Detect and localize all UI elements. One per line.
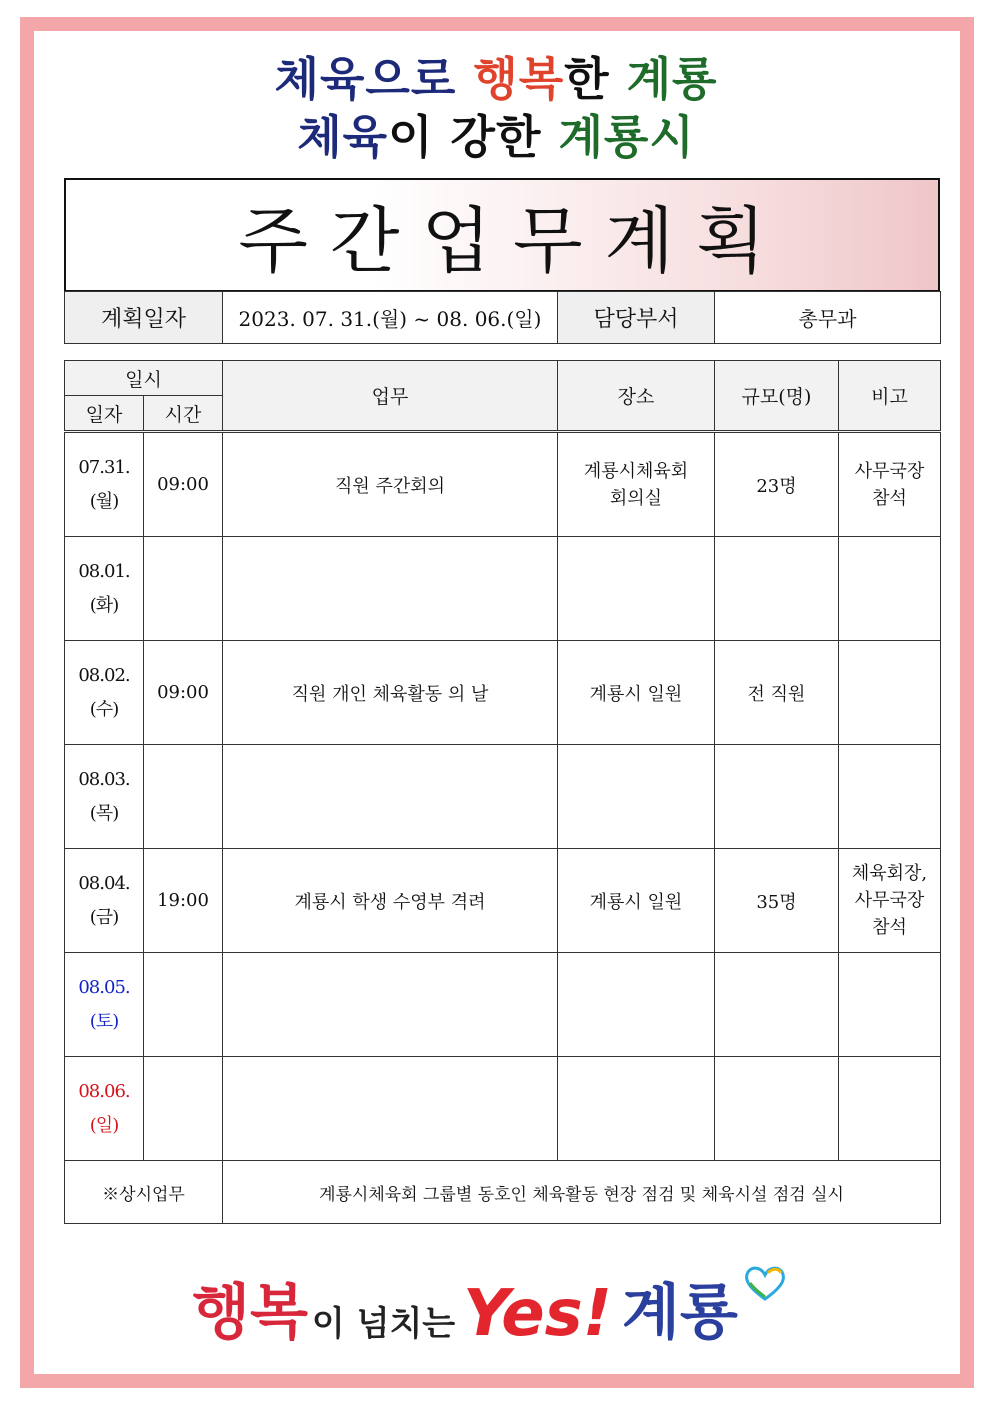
row-place: 계룡시 일원 xyxy=(558,641,715,745)
row-note-cell xyxy=(839,849,941,953)
row-task xyxy=(223,1057,558,1161)
row-date: 07.31. xyxy=(78,456,130,478)
row-scale xyxy=(715,1057,839,1161)
slogan-2-part-3: 계룡시 xyxy=(558,110,695,164)
row-time xyxy=(144,537,223,641)
header-time: 시간 xyxy=(144,396,223,432)
logo-part-gyeryong: 계룡 xyxy=(621,1278,738,1348)
plan-date-value: 2023. 07. 31.(월) ~ 08. 06.(일) xyxy=(223,292,558,344)
row-task xyxy=(223,745,558,849)
header-note: 비고 xyxy=(839,361,941,432)
city-slogan-logo xyxy=(192,1255,802,1351)
row-place-cell xyxy=(558,745,715,849)
info-table xyxy=(64,291,941,344)
row-task: 직원 개인 체육활동 의 날 xyxy=(223,641,558,745)
row-scale: 35명 xyxy=(715,849,839,953)
row-day: (화) xyxy=(89,594,119,616)
footer-text: 계룡시체육회 그룹별 동호인 체육활동 현장 점검 및 체육시설 점검 실시 xyxy=(223,1161,941,1224)
header-place: 장소 xyxy=(558,361,715,432)
title-box xyxy=(64,178,940,292)
row-date: 08.06. xyxy=(78,1080,130,1102)
row-date: 08.03. xyxy=(78,768,130,790)
table-row xyxy=(65,537,941,641)
header-date: 일자 xyxy=(65,396,144,432)
page-title: 주간업무계획 xyxy=(238,199,788,283)
slogan-1-part-1: 체육으로 xyxy=(274,52,474,106)
row-date: 08.04. xyxy=(78,872,130,894)
row-date: 08.01. xyxy=(78,560,130,582)
row-day: (토) xyxy=(89,1010,119,1032)
row-note-line-1: 체육회장, xyxy=(851,863,928,884)
logo-part-happiness: 행복 xyxy=(192,1278,308,1348)
row-place-cell xyxy=(558,537,715,641)
row-task xyxy=(223,537,558,641)
table-row xyxy=(65,1057,941,1161)
row-place-cell xyxy=(558,432,715,537)
row-time xyxy=(144,1057,223,1161)
row-scale: 전 직원 xyxy=(715,641,839,745)
row-place-cell xyxy=(558,1057,715,1161)
row-note-cell xyxy=(839,432,941,537)
row-time: 19:00 xyxy=(144,849,223,953)
row-note-cell xyxy=(839,537,941,641)
row-day: (금) xyxy=(89,906,119,928)
slogan-line-1 xyxy=(0,52,992,106)
logo-part-yes: Yes! xyxy=(463,1277,612,1351)
slogan-2-part-1: 체육 xyxy=(297,110,389,164)
row-date-cell xyxy=(65,432,144,537)
row-scale xyxy=(715,953,839,1057)
row-note-line-1: 사무국장 xyxy=(854,460,925,482)
table-row xyxy=(65,849,941,953)
row-date: 08.02. xyxy=(78,664,130,686)
row-place-cell xyxy=(558,953,715,1057)
row-date-cell xyxy=(65,1057,144,1161)
slogan-1-part-3: 한 xyxy=(564,52,627,106)
row-time: 09:00 xyxy=(144,641,223,745)
row-date-cell xyxy=(65,953,144,1057)
row-time xyxy=(144,745,223,849)
row-note-cell xyxy=(839,953,941,1057)
slogan-2-part-2: 이 강한 xyxy=(388,110,559,164)
footer-row xyxy=(65,1161,941,1224)
table-row xyxy=(65,432,941,537)
row-date-cell xyxy=(65,745,144,849)
table-row xyxy=(65,953,941,1057)
dept-label: 담당부서 xyxy=(558,292,715,344)
row-time: 09:00 xyxy=(144,432,223,537)
row-date-cell xyxy=(65,537,144,641)
dept-value: 총무과 xyxy=(715,292,941,344)
row-task xyxy=(223,953,558,1057)
row-place-line-2: 회의실 xyxy=(609,487,663,509)
header-task: 업무 xyxy=(223,361,558,432)
row-note-cell xyxy=(839,745,941,849)
row-scale xyxy=(715,745,839,849)
row-time xyxy=(144,953,223,1057)
footer-label: ※상시업무 xyxy=(65,1161,223,1224)
row-note-cell xyxy=(839,1057,941,1161)
row-note-cell xyxy=(839,641,941,745)
heart-icon xyxy=(742,1263,788,1303)
row-note-line-3: 참석 xyxy=(872,917,907,938)
row-day: (일) xyxy=(89,1114,119,1136)
slogan-1-part-4: 계룡 xyxy=(626,52,718,106)
slogan-line-2 xyxy=(0,110,992,164)
row-place: 계룡시 일원 xyxy=(558,849,715,953)
row-note-line-2: 사무국장 xyxy=(854,890,925,911)
table-row xyxy=(65,745,941,849)
header-datetime: 일시 xyxy=(65,361,223,396)
row-day: (월) xyxy=(89,490,119,512)
row-date: 08.05. xyxy=(78,976,130,998)
row-scale: 23명 xyxy=(715,432,839,537)
row-scale xyxy=(715,537,839,641)
row-task: 계룡시 학생 수영부 격려 xyxy=(223,849,558,953)
schedule-table xyxy=(64,360,941,1224)
row-note-line-2: 참석 xyxy=(872,487,907,509)
row-date-cell xyxy=(65,641,144,745)
plan-date-label: 계획일자 xyxy=(65,292,223,344)
row-day: (목) xyxy=(89,802,119,824)
row-place-line-1: 계룡시체육회 xyxy=(583,460,689,482)
header-scale: 규모(명) xyxy=(715,361,839,432)
slogan-1-part-2: 행복 xyxy=(473,52,565,106)
logo-part-overflowing: 이 넘치는 xyxy=(311,1304,456,1344)
row-task: 직원 주간회의 xyxy=(223,432,558,537)
row-date-cell xyxy=(65,849,144,953)
row-day: (수) xyxy=(89,698,119,720)
table-row xyxy=(65,641,941,745)
